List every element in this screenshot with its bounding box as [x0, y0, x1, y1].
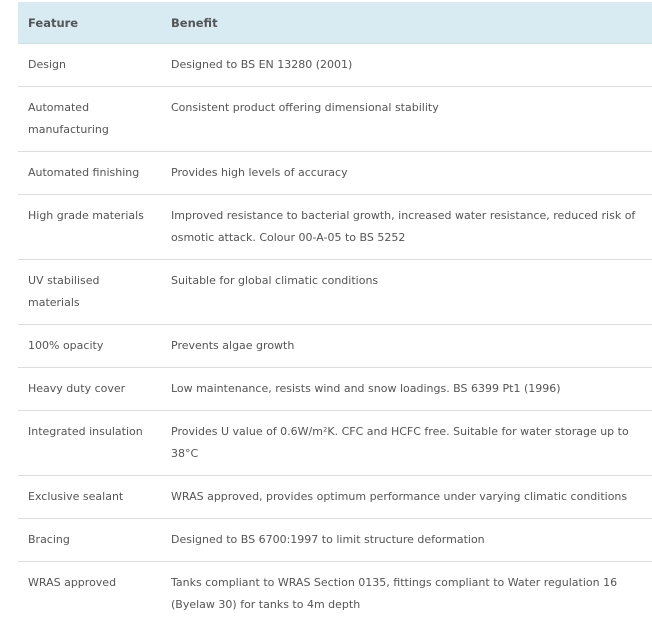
table-header-row [18, 2, 652, 44]
feature-cell: Integrated insulation [18, 411, 161, 476]
benefit-cell: Tanks compliant to WRAS Section 0135, fittings compliant to Water regulation 16 (Byelaw 30) for tanks to 4m depth [161, 562, 652, 626]
table-row [18, 519, 652, 562]
table-row [18, 476, 652, 519]
feature-cell: Design [18, 44, 161, 87]
table-row [18, 44, 652, 87]
table-row [18, 260, 652, 325]
benefit-cell: Consistent product offering dimensional stability [161, 87, 652, 152]
header-benefit: Benefit [161, 2, 652, 44]
feature-cell: Heavy duty cover [18, 368, 161, 411]
feature-cell: Automated finishing [18, 152, 161, 195]
table-row [18, 325, 652, 368]
feature-benefit-table-container [18, 2, 652, 626]
benefit-cell: Suitable for global climatic conditions [161, 260, 652, 325]
table-row [18, 562, 652, 626]
benefit-cell: WRAS approved, provides optimum performance under varying climatic conditions [161, 476, 652, 519]
feature-cell: Bracing [18, 519, 161, 562]
benefit-cell: Provides high levels of accuracy [161, 152, 652, 195]
benefit-cell: Prevents algae growth [161, 325, 652, 368]
feature-cell: WRAS approved [18, 562, 161, 626]
benefit-cell: Designed to BS EN 13280 (2001) [161, 44, 652, 87]
feature-cell: Exclusive sealant [18, 476, 161, 519]
table-row [18, 195, 652, 260]
feature-benefit-table [18, 2, 652, 626]
table-row [18, 87, 652, 152]
feature-cell: 100% opacity [18, 325, 161, 368]
feature-cell: Automated manufacturing [18, 87, 161, 152]
feature-cell: UV stabilised materials [18, 260, 161, 325]
table-row [18, 152, 652, 195]
header-feature: Feature [18, 2, 161, 44]
benefit-cell: Provides U value of 0.6W/m²K. CFC and HCFC free. Suitable for water storage up to 38°C [161, 411, 652, 476]
benefit-cell: Improved resistance to bacterial growth, increased water resistance, reduced risk of osmotic attack. Colour 00-A-05 to BS 5252 [161, 195, 652, 260]
benefit-cell: Low maintenance, resists wind and snow loadings. BS 6399 Pt1 (1996) [161, 368, 652, 411]
table-row [18, 368, 652, 411]
benefit-cell: Designed to BS 6700:1997 to limit structure deformation [161, 519, 652, 562]
feature-cell: High grade materials [18, 195, 161, 260]
table-row [18, 411, 652, 476]
